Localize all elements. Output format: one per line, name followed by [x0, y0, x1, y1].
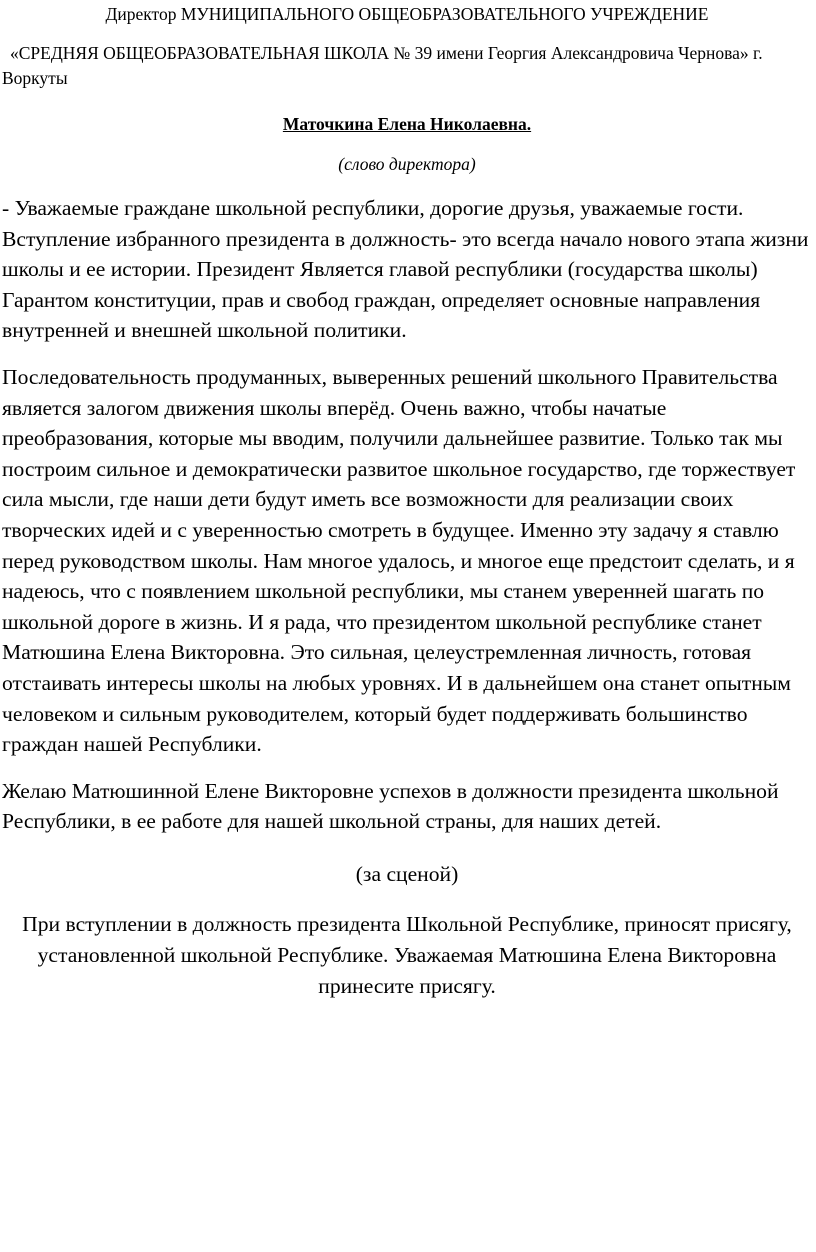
paragraph-government: Последовательность продуманных, выверенных решений школьного Правительства является залогом движения школы вперёд. Очень важно, чтобы начатые преобразования, которые мы вводим, получили дальнейшее развитие. Только так мы построим сильное и демократически развитое школьное государство, где торжествует сила мысли, где наши дети будут иметь все возможности для реализации своих творческих идей и с уверенностью смотреть в будущее. Именно эту задачу я ставлю перед руководством школы. Нам многое удалось, и многое еще предстоит сделать, и я надеюсь, что с появлением школьной республики, мы станем уверенней шагать по школьной дороге в жизнь. И я рада, что президентом школьной республике станет Матюшина Елена Викторовна. Это сильная, целеустремленная личность, готовая отстаивать интересы школы на любых уровнях. И в дальнейшем она станет опытным человеком и сильным руководителем, который будет поддерживать большинство граждан нашей Республики. [2, 364, 796, 757]
paragraph-greeting: - Уважаемые граждане школьной республики, дорогие друзья, уважаемые гости. Вступление избранного президента в должность- это всегда начало нового этапа жизни школы и ее истории. Президент Является главой республики (государства школы) Гарантом конституции, прав и свобод граждан, определяет основные направления внутренней и внешней школьной политики. [2, 196, 809, 343]
stage-note: (за сценой) [355, 861, 459, 886]
paragraph-wishes: Желаю Матюшинной Елене Викторовне успехов в должности президента школьной Республики, в ее работе для нашей школьной страны, для наших детей. [2, 778, 779, 834]
header-line-school: «СРЕДНЯЯ ОБЩЕОБРАЗОВАТЕЛЬНАЯ ШКОЛА № 39 имени Георгия Александровича Чернова» г. Воркуты [2, 43, 763, 88]
author-name: Маточкина Елена Николаевна. [282, 114, 532, 134]
speech-subtitle: (слово директора) [338, 154, 476, 174]
header-line-director: Директор МУНИЦИПАЛЬНОГО ОБЩЕОБРАЗОВАТЕЛЬНОГО УЧРЕЖДЕНИЕ [105, 4, 709, 24]
oath-invitation: При вступлении в должность президента Школьной Республике, приносят присягу, установленной школьной Республике. Уважаемая Матюшина Елена Викторовна принесите присягу. [22, 912, 792, 998]
